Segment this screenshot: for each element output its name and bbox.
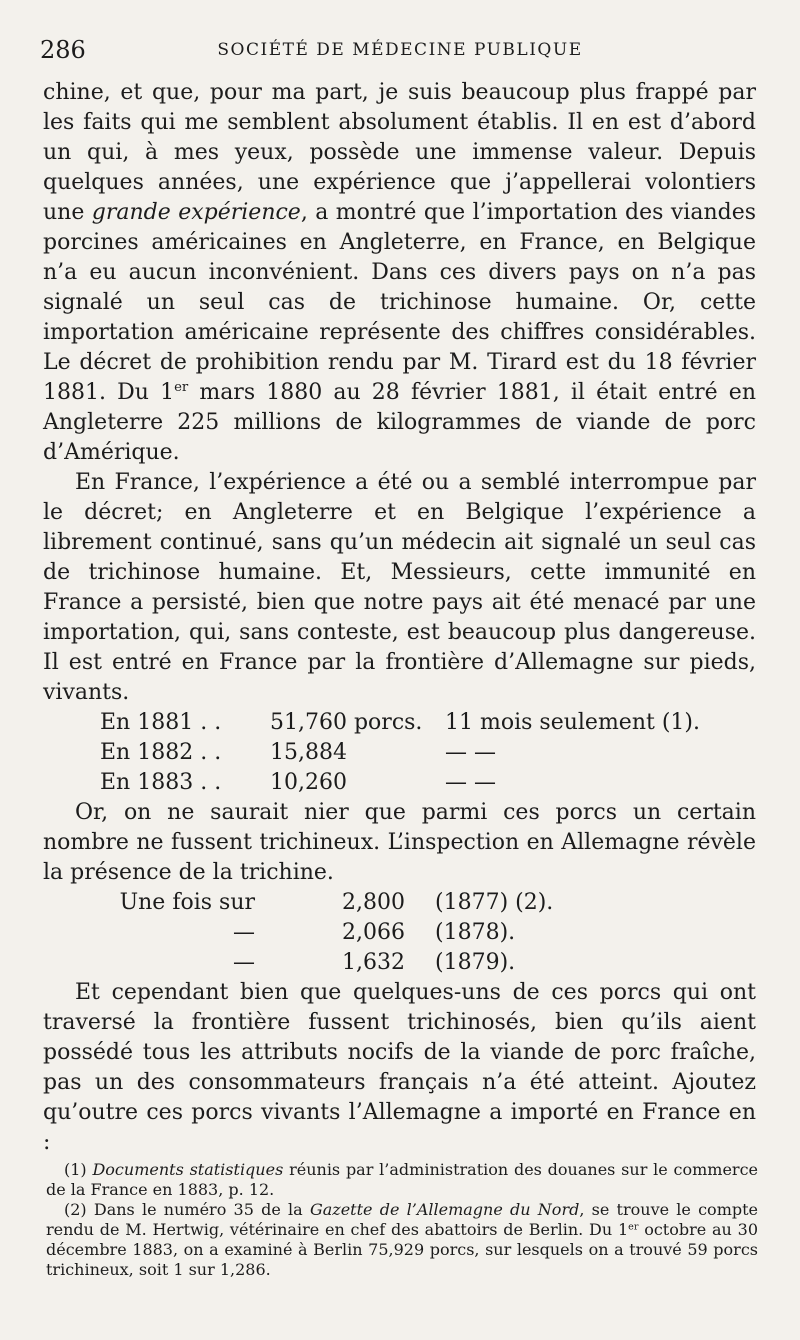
running-title: SOCIÉTÉ DE MÉDECINE PUBLIQUE xyxy=(217,40,583,60)
imports-count: 10,260 xyxy=(270,770,347,795)
footnote-1 xyxy=(46,1160,758,1200)
footnote-2-part-b: , se trouve le compte rendu de M. Hertwig, vétérinaire en chef des abattoirs de Berlin. Du 1 xyxy=(46,1200,759,1239)
footnote-2 xyxy=(46,1200,758,1280)
frequency-label: — xyxy=(233,920,255,945)
paragraph-1-superscript: er xyxy=(174,380,189,396)
imports-year: En 1882 . . xyxy=(100,740,222,765)
imports-table xyxy=(43,708,756,798)
imports-count: 15,884 xyxy=(270,740,347,765)
paragraph-4: Et cependant bien que quelques-uns de ces porcs qui ont traversé la frontière fussent trichinosés, bien qu’ils aient possédé tous les attributs nocifs de la viande de porc fraîche, pas un des consommateurs français n’a été atteint. Ajoutez qu’outre ces porcs vivants l’Allemagne a importé en France en : xyxy=(43,980,756,1155)
frequency-row xyxy=(43,918,756,948)
imports-note: — — xyxy=(445,740,496,765)
footnote-2-superscript: er xyxy=(628,1221,639,1233)
imports-count: 51,760 porcs. xyxy=(270,710,423,735)
frequency-value: 2,066 xyxy=(342,920,405,945)
paragraph-1 xyxy=(43,78,756,468)
frequency-value: 1,632 xyxy=(342,950,405,975)
footnote-1-part-a: (1) xyxy=(64,1160,93,1179)
footnote-1-part-b: réunis par l’administration des douanes sur le commerce de la France en 1883, p. 12. xyxy=(46,1160,759,1199)
page-number: 286 xyxy=(40,36,86,64)
imports-note: — — xyxy=(445,770,496,795)
imports-row xyxy=(43,738,756,768)
page-header xyxy=(40,36,760,66)
imports-note: 11 mois seulement (1). xyxy=(445,710,700,735)
paragraph-2: En France, l’expérience a été ou a semblé interrompue par le décret; en Angleterre et en Belgique l’expérience a librement continué, sans qu’un médecin ait signalé un seul cas de trichinose humaine. Et, Messieurs, cette immunité en France a persisté, bien que notre pays ait été menacé par une importation, qui, sans conteste, est beaucoup plus dangereuse. Il est entré en France par la frontière d’Allemagne sur pieds, vivants. xyxy=(43,470,756,705)
frequency-row xyxy=(43,948,756,978)
footnote-2-part-a: (2) Dans le numéro 35 de la xyxy=(64,1200,310,1219)
frequency-year: (1879). xyxy=(435,950,516,975)
body-text xyxy=(43,78,756,1158)
paragraph-3: Or, on ne saurait nier que parmi ces porcs un certain nombre ne fussent trichineux. L’inspection en Allemagne révèle la présence de la trichine. xyxy=(43,800,756,885)
frequency-table xyxy=(43,888,756,978)
footnote-1-italic: Documents statistiques xyxy=(92,1160,284,1179)
imports-row xyxy=(43,708,756,738)
paragraph-1-part-b: , a montré que l’importation des viandes porcines américaines en Angleterre, en France, en Belgique n’a eu aucun inconvénient. Dans ces divers pays on n’a pas signalé un seul cas de trichinose humaine. Or, cette importation américaine représente des chiffres considérables. Le décret de prohibition rendu par M. Tirard est du 18 février 1881. Du 1 xyxy=(43,200,756,405)
frequency-value: 2,800 xyxy=(342,890,405,915)
paragraph-1-part-a: chine, et que, pour ma part, je suis beaucoup plus frappé par les faits qui me semblent absolument établis. Il en est d’abord un qui, à mes yeux, possède une immense valeur. Depuis quelques années, une expérience que j’appellerai volontiers une xyxy=(43,80,756,225)
frequency-row xyxy=(43,888,756,918)
paragraph-1-italic: grande expérience xyxy=(91,200,301,225)
paragraph-1-part-c: mars 1880 au 28 février 1881, il était entré en Angleterre 225 millions de kilogrammes de viande de porc d’Amérique. xyxy=(43,380,756,465)
footnote-2-part-c: octobre au 30 décembre 1883, on a examiné à Berlin 75,929 porcs, sur lesquels on a trouvé 59 porcs trichineux, soit 1 sur 1,286. xyxy=(46,1220,759,1279)
imports-year: En 1881 . . xyxy=(100,710,222,735)
frequency-year: (1877) (2). xyxy=(435,890,554,915)
footnote-2-italic: Gazette de l’Allemagne du Nord xyxy=(309,1200,580,1219)
frequency-label: Une fois sur xyxy=(119,890,255,915)
frequency-year: (1878). xyxy=(435,920,516,945)
frequency-label: — xyxy=(233,950,255,975)
imports-row xyxy=(43,768,756,798)
footnotes xyxy=(46,1160,758,1280)
imports-year: En 1883 . . xyxy=(100,770,222,795)
